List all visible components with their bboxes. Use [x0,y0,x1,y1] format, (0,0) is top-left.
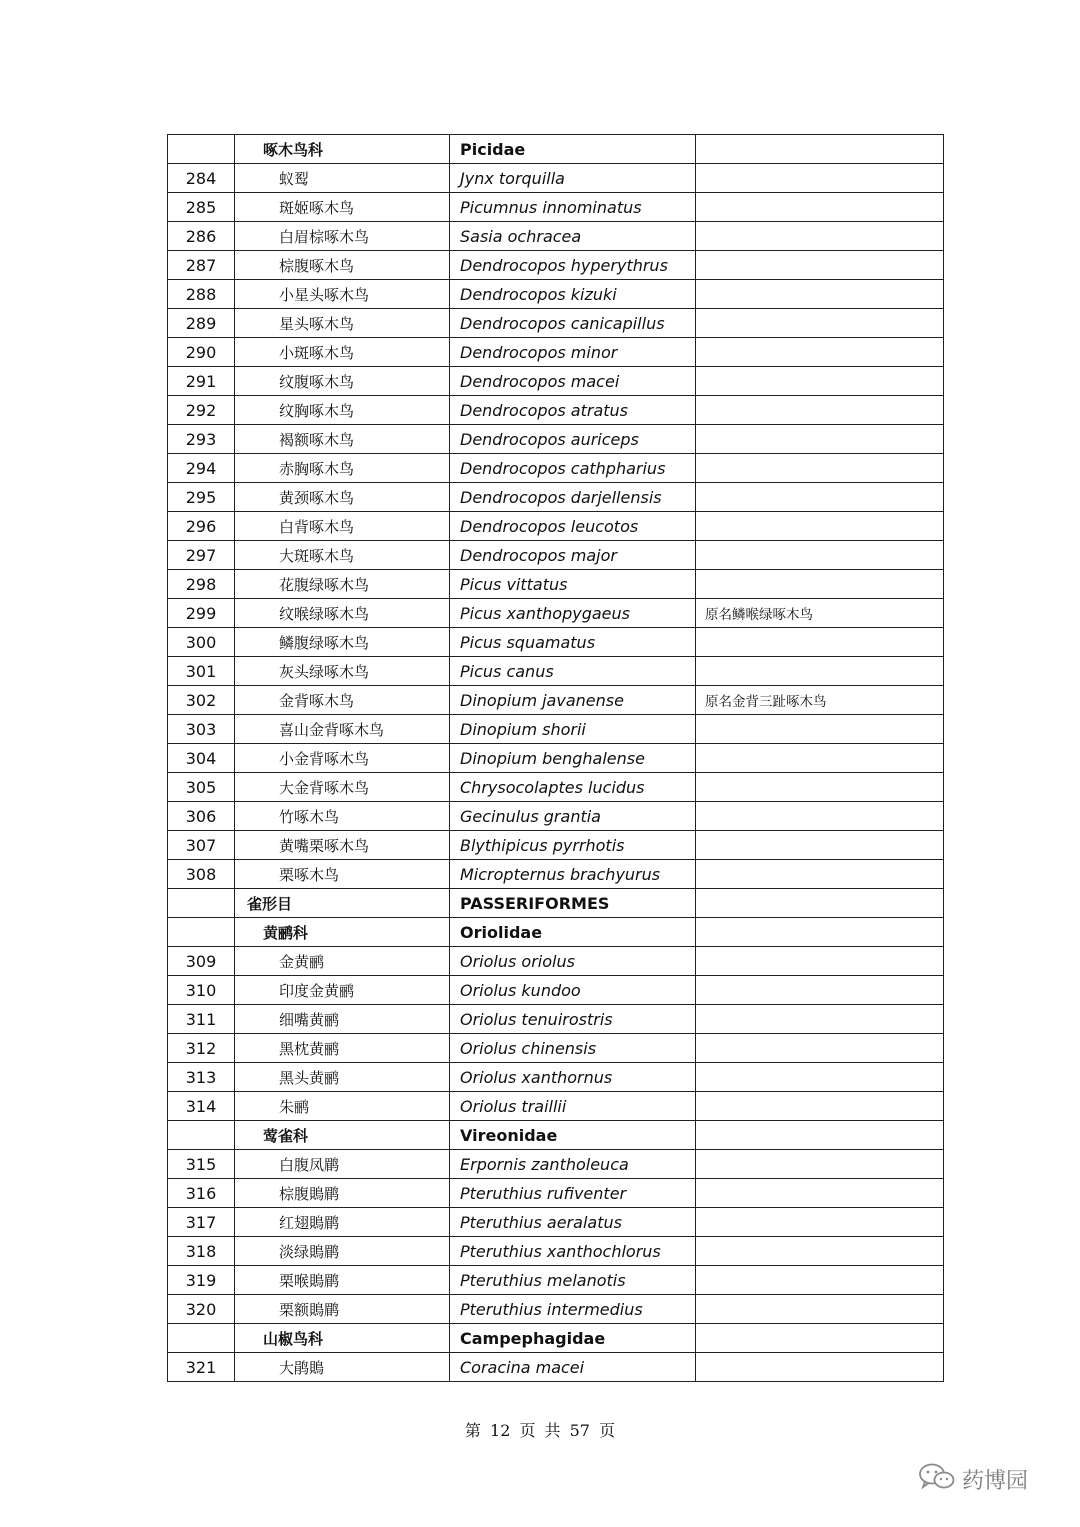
row-number: 303 [168,715,235,744]
remark [696,541,944,570]
latin-name: Dendrocopos minor [450,338,696,367]
remark [696,512,944,541]
latin-name: Dendrocopos auriceps [450,425,696,454]
row-number: 320 [168,1295,235,1324]
table-row [168,657,944,686]
chinese-name: 啄木鸟科 [235,135,450,164]
row-number: 310 [168,976,235,1005]
table-row [168,1353,944,1382]
table-row [168,425,944,454]
latin-name: Pteruthius rufiventer [450,1179,696,1208]
remark [696,338,944,367]
latin-name: Dendrocopos atratus [450,396,696,425]
family-row [168,1324,944,1353]
chinese-name: 黄嘴栗啄木鸟 [235,831,450,860]
latin-name: Dinopium benghalense [450,744,696,773]
table-row [168,947,944,976]
table-row [168,1150,944,1179]
row-number [168,1121,235,1150]
remark [696,193,944,222]
table-row [168,367,944,396]
chinese-name: 黑枕黄鹂 [235,1034,450,1063]
family-row [168,918,944,947]
chinese-name: 星头啄木鸟 [235,309,450,338]
table-row [168,976,944,1005]
remark [696,715,944,744]
row-number: 288 [168,280,235,309]
chinese-name: 白背啄木鸟 [235,512,450,541]
row-number: 297 [168,541,235,570]
row-number: 315 [168,1150,235,1179]
row-number [168,135,235,164]
chinese-name: 纹喉绿啄木鸟 [235,599,450,628]
chinese-name: 斑姬啄木鸟 [235,193,450,222]
chinese-name: 栗喉鵙鹛 [235,1266,450,1295]
chinese-name: 大鹃鵙 [235,1353,450,1382]
row-number: 314 [168,1092,235,1121]
row-number: 301 [168,657,235,686]
remark [696,918,944,947]
remark [696,657,944,686]
remark [696,947,944,976]
wechat-icon [918,1462,956,1497]
latin-name: Dendrocopos kizuki [450,280,696,309]
latin-name: Micropternus brachyurus [450,860,696,889]
latin-name: Picumnus innominatus [450,193,696,222]
latin-name: Dinopium javanense [450,686,696,715]
row-number: 289 [168,309,235,338]
chinese-name: 棕腹啄木鸟 [235,251,450,280]
chinese-name: 黄颈啄木鸟 [235,483,450,512]
row-number: 308 [168,860,235,889]
remark [696,1121,944,1150]
latin-name: Dendrocopos hyperythrus [450,251,696,280]
remark [696,1092,944,1121]
page-footer: 第 12 页 共 57 页 [464,1421,616,1440]
chinese-name: 细嘴黄鹂 [235,1005,450,1034]
latin-name: Coracina macei [450,1353,696,1382]
remark [696,222,944,251]
table-row [168,628,944,657]
table-row [168,338,944,367]
remark [696,425,944,454]
watermark [918,1462,1028,1497]
remark [696,831,944,860]
remark: 原名鳞喉绿啄木鸟 [696,599,944,628]
latin-name: PASSERIFORMES [450,889,696,918]
chinese-name: 蚁䴕 [235,164,450,193]
chinese-name: 淡绿鵙鹛 [235,1237,450,1266]
table-row [168,802,944,831]
remark [696,1266,944,1295]
remark [696,1208,944,1237]
chinese-name: 小星头啄木鸟 [235,280,450,309]
latin-name: Oriolus chinensis [450,1034,696,1063]
table-row [168,483,944,512]
table-row [168,541,944,570]
order-row [168,889,944,918]
row-number: 302 [168,686,235,715]
row-number: 309 [168,947,235,976]
remark [696,889,944,918]
remark [696,860,944,889]
row-number: 300 [168,628,235,657]
row-number: 312 [168,1034,235,1063]
latin-name: Pteruthius melanotis [450,1266,696,1295]
remark [696,1179,944,1208]
table-row [168,1034,944,1063]
table-row [168,454,944,483]
chinese-name: 莺雀科 [235,1121,450,1150]
row-number: 291 [168,367,235,396]
table-row [168,1237,944,1266]
table-row [168,686,944,715]
remark [696,1063,944,1092]
latin-name: Dinopium shorii [450,715,696,744]
remark [696,570,944,599]
latin-name: Oriolus oriolus [450,947,696,976]
latin-name: Picus canus [450,657,696,686]
row-number: 284 [168,164,235,193]
remark [696,976,944,1005]
chinese-name: 黑头黄鹂 [235,1063,450,1092]
remark [696,744,944,773]
row-number: 295 [168,483,235,512]
table-row [168,1005,944,1034]
table-row [168,773,944,802]
latin-name: Dendrocopos leucotos [450,512,696,541]
remark [696,1150,944,1179]
latin-name: Dendrocopos cathpharius [450,454,696,483]
remark [696,454,944,483]
row-number: 287 [168,251,235,280]
chinese-name: 褐额啄木鸟 [235,425,450,454]
table-row [168,715,944,744]
table-row [168,570,944,599]
row-number: 319 [168,1266,235,1295]
chinese-name: 纹胸啄木鸟 [235,396,450,425]
latin-name: Blythipicus pyrrhotis [450,831,696,860]
table-row [168,1179,944,1208]
table-row [168,222,944,251]
remark: 原名金背三趾啄木鸟 [696,686,944,715]
chinese-name: 小金背啄木鸟 [235,744,450,773]
row-number: 313 [168,1063,235,1092]
remark [696,135,944,164]
latin-name: Oriolus traillii [450,1092,696,1121]
table-row [168,860,944,889]
latin-name: Pteruthius aeralatus [450,1208,696,1237]
row-number [168,1324,235,1353]
latin-name: Pteruthius intermedius [450,1295,696,1324]
chinese-name: 白眉棕啄木鸟 [235,222,450,251]
table-row [168,1208,944,1237]
chinese-name: 栗啄木鸟 [235,860,450,889]
chinese-name: 纹腹啄木鸟 [235,367,450,396]
table-row [168,599,944,628]
chinese-name: 大斑啄木鸟 [235,541,450,570]
latin-name: Dendrocopos major [450,541,696,570]
table-row [168,193,944,222]
remark [696,1324,944,1353]
chinese-name: 黄鹂科 [235,918,450,947]
table-row [168,1092,944,1121]
family-row [168,1121,944,1150]
table-row [168,1063,944,1092]
remark [696,251,944,280]
chinese-name: 金黄鹂 [235,947,450,976]
row-number [168,889,235,918]
chinese-name: 金背啄木鸟 [235,686,450,715]
table-row [168,309,944,338]
remark [696,802,944,831]
latin-name: Oriolus xanthornus [450,1063,696,1092]
row-number: 286 [168,222,235,251]
chinese-name: 小斑啄木鸟 [235,338,450,367]
remark [696,1237,944,1266]
row-number: 285 [168,193,235,222]
row-number: 292 [168,396,235,425]
chinese-name: 印度金黄鹂 [235,976,450,1005]
row-number: 317 [168,1208,235,1237]
row-number: 316 [168,1179,235,1208]
chinese-name: 白腹凤鹛 [235,1150,450,1179]
table-row [168,164,944,193]
table-row [168,1266,944,1295]
chinese-name: 鳞腹绿啄木鸟 [235,628,450,657]
latin-name: Pteruthius xanthochlorus [450,1237,696,1266]
latin-name: Picus xanthopygaeus [450,599,696,628]
species-table [167,134,944,1382]
chinese-name: 花腹绿啄木鸟 [235,570,450,599]
row-number: 298 [168,570,235,599]
chinese-name: 山椒鸟科 [235,1324,450,1353]
latin-name: Oriolus kundoo [450,976,696,1005]
remark [696,280,944,309]
remark [696,1005,944,1034]
remark [696,164,944,193]
remark [696,367,944,396]
row-number: 293 [168,425,235,454]
row-number: 294 [168,454,235,483]
chinese-name: 朱鹂 [235,1092,450,1121]
chinese-name: 喜山金背啄木鸟 [235,715,450,744]
table-row [168,396,944,425]
latin-name: Picus squamatus [450,628,696,657]
chinese-name: 赤胸啄木鸟 [235,454,450,483]
watermark-text: 药博园 [962,1469,1029,1494]
latin-name: Picus vittatus [450,570,696,599]
latin-name: Chrysocolaptes lucidus [450,773,696,802]
row-number: 307 [168,831,235,860]
latin-name: Campephagidae [450,1324,696,1353]
chinese-name: 大金背啄木鸟 [235,773,450,802]
table-row [168,251,944,280]
latin-name: Sasia ochracea [450,222,696,251]
table-row [168,831,944,860]
remark [696,1295,944,1324]
remark [696,309,944,338]
row-number: 296 [168,512,235,541]
row-number: 321 [168,1353,235,1382]
row-number: 305 [168,773,235,802]
table-row [168,744,944,773]
row-number: 290 [168,338,235,367]
latin-name: Jynx torquilla [450,164,696,193]
family-row [168,135,944,164]
latin-name: Oriolidae [450,918,696,947]
chinese-name: 灰头绿啄木鸟 [235,657,450,686]
remark [696,628,944,657]
chinese-name: 雀形目 [235,889,450,918]
latin-name: Picidae [450,135,696,164]
chinese-name: 栗额鵙鹛 [235,1295,450,1324]
latin-name: Dendrocopos darjellensis [450,483,696,512]
row-number: 306 [168,802,235,831]
table-row [168,280,944,309]
chinese-name: 红翅鵙鹛 [235,1208,450,1237]
latin-name: Dendrocopos canicapillus [450,309,696,338]
latin-name: Gecinulus grantia [450,802,696,831]
table-row [168,1295,944,1324]
row-number: 299 [168,599,235,628]
remark [696,773,944,802]
chinese-name: 竹啄木鸟 [235,802,450,831]
latin-name: Vireonidae [450,1121,696,1150]
chinese-name: 棕腹鵙鹛 [235,1179,450,1208]
remark [696,1353,944,1382]
row-number: 311 [168,1005,235,1034]
row-number [168,918,235,947]
table-row [168,512,944,541]
remark [696,1034,944,1063]
remark [696,396,944,425]
latin-name: Dendrocopos macei [450,367,696,396]
row-number: 304 [168,744,235,773]
remark [696,483,944,512]
latin-name: Erpornis zantholeuca [450,1150,696,1179]
latin-name: Oriolus tenuirostris [450,1005,696,1034]
row-number: 318 [168,1237,235,1266]
